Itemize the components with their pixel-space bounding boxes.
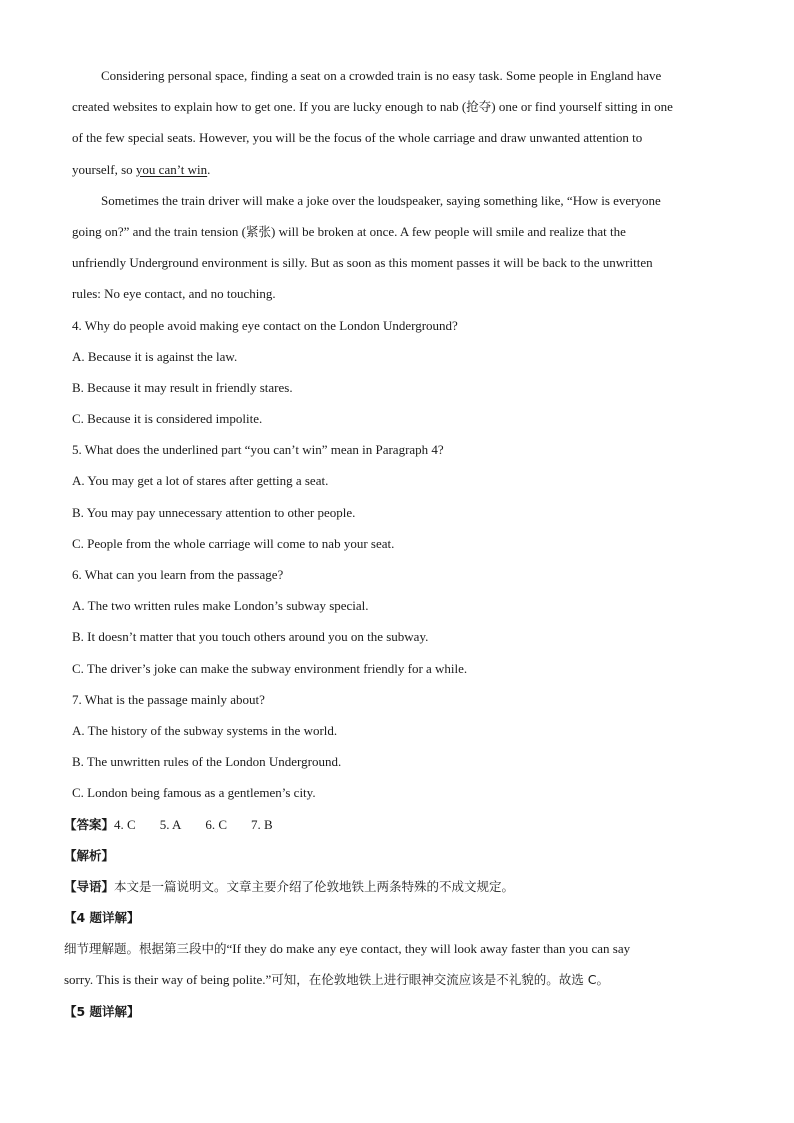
question-option: A. You may get a lot of stares after getting a seat. (72, 473, 329, 489)
passage-text: of the few special seats. However, you will be the focus of the whole carriage and draw unwanted attention to (72, 130, 643, 146)
question-stem: 4. Why do people avoid making eye contact on the London Underground? (72, 317, 458, 333)
question-option: B. It doesn’t matter that you touch others around you on the subway. (72, 629, 429, 645)
q4-tag: 【4 题详解】 (64, 910, 140, 926)
passage-text: ) will be broken at once. A few people will smile and realize that the (271, 223, 626, 239)
document-page (64, 60, 722, 1027)
analysis-text: 可知，在伦敦地铁上进行眼神交流应该是不礼貌的。故选 C。 (271, 972, 609, 988)
passage-text: Considering personal space, finding a seat on a crowded train is no easy task. Some people in England have (101, 68, 662, 83)
question-option: C. London being famous as a gentlemen’s city. (72, 785, 316, 801)
analysis-tag: 【解析】 (64, 847, 115, 863)
paragraph-line (72, 122, 722, 153)
paragraph-line (72, 247, 722, 278)
chinese-gloss: 抢夺 (466, 99, 492, 115)
question-stem: 5. What does the underlined part “you can’t win” mean in Paragraph 4? (72, 442, 444, 458)
question-option: A. The two written rules make London’s subway special. (72, 598, 369, 614)
analysis-line (64, 933, 722, 964)
question-option: C. Because it is considered impolite. (72, 411, 263, 427)
question-option: B. The unwritten rules of the London Underground. (72, 754, 342, 770)
paragraph-line (72, 216, 722, 247)
paragraph-line (72, 278, 722, 309)
chinese-gloss: 紧张 (246, 223, 272, 239)
question-stem: 6. What can you learn from the passage? (72, 567, 284, 582)
intro-tag: 【导语】 (64, 878, 115, 894)
analysis-line (64, 964, 722, 995)
question-option: B. Because it may result in friendly stares. (72, 379, 293, 395)
paragraph-line (72, 91, 722, 122)
underlined-phrase: you can’t win (135, 161, 208, 177)
question-option: A. The history of the subway systems in the world. (72, 722, 338, 738)
answer-item: 4. C (114, 816, 136, 832)
quoted-text: “If they do make any eye contact, they will look away faster than you can say (226, 941, 631, 957)
passage-text: unfriendly Underground environment is silly. But as soon as this moment passes it will be back to the unwritten (72, 255, 653, 271)
intro-text: 本文是一篇说明文。文章主要介绍了伦敦地铁上两条特殊的不成文规定。 (114, 878, 515, 894)
quoted-text: sorry. This is their way of being polite.” (64, 972, 272, 988)
passage-text: yourself, so (72, 161, 136, 177)
passage-text: going on?” and the train tension ( (72, 223, 247, 239)
q5-heading (64, 996, 722, 1027)
q5-tag: 【5 题详解】 (64, 1003, 140, 1019)
passage-text: created websites to explain how to get one. If you are lucky enough to nab ( (72, 99, 467, 115)
analysis-text: 细节理解题。根据第三段中的 (64, 941, 227, 957)
answer-item: 6. C (205, 816, 228, 832)
question-option: C. The driver’s joke can make the subway environment friendly for a while. (72, 660, 468, 676)
q4-heading (64, 902, 722, 933)
intro-line (64, 871, 722, 902)
answer-item: 5. A (159, 816, 182, 832)
question-option: C. People from the whole carriage will come to nab your seat. (72, 535, 395, 551)
passage-text: rules: No eye contact, and no touching. (72, 286, 276, 302)
answer-line (64, 809, 722, 840)
answer-tag: 【答案】 (64, 816, 115, 832)
question-option: A. Because it is against the law. (72, 348, 238, 364)
passage-text: . (207, 161, 211, 177)
analysis-heading (64, 840, 722, 871)
paragraph-line (72, 185, 722, 216)
paragraph-line (72, 60, 722, 91)
paragraph-line (72, 154, 722, 185)
answer-item: 7. B (251, 816, 273, 832)
question-stem: 7. What is the passage mainly about? (72, 691, 265, 707)
passage-text: Sometimes the train driver will make a joke over the loudspeaker, saying something like, “How is everyone (101, 192, 661, 208)
question-option: B. You may pay unnecessary attention to other people. (72, 504, 356, 520)
passage-text: ) one or find yourself sitting in one (491, 99, 673, 115)
